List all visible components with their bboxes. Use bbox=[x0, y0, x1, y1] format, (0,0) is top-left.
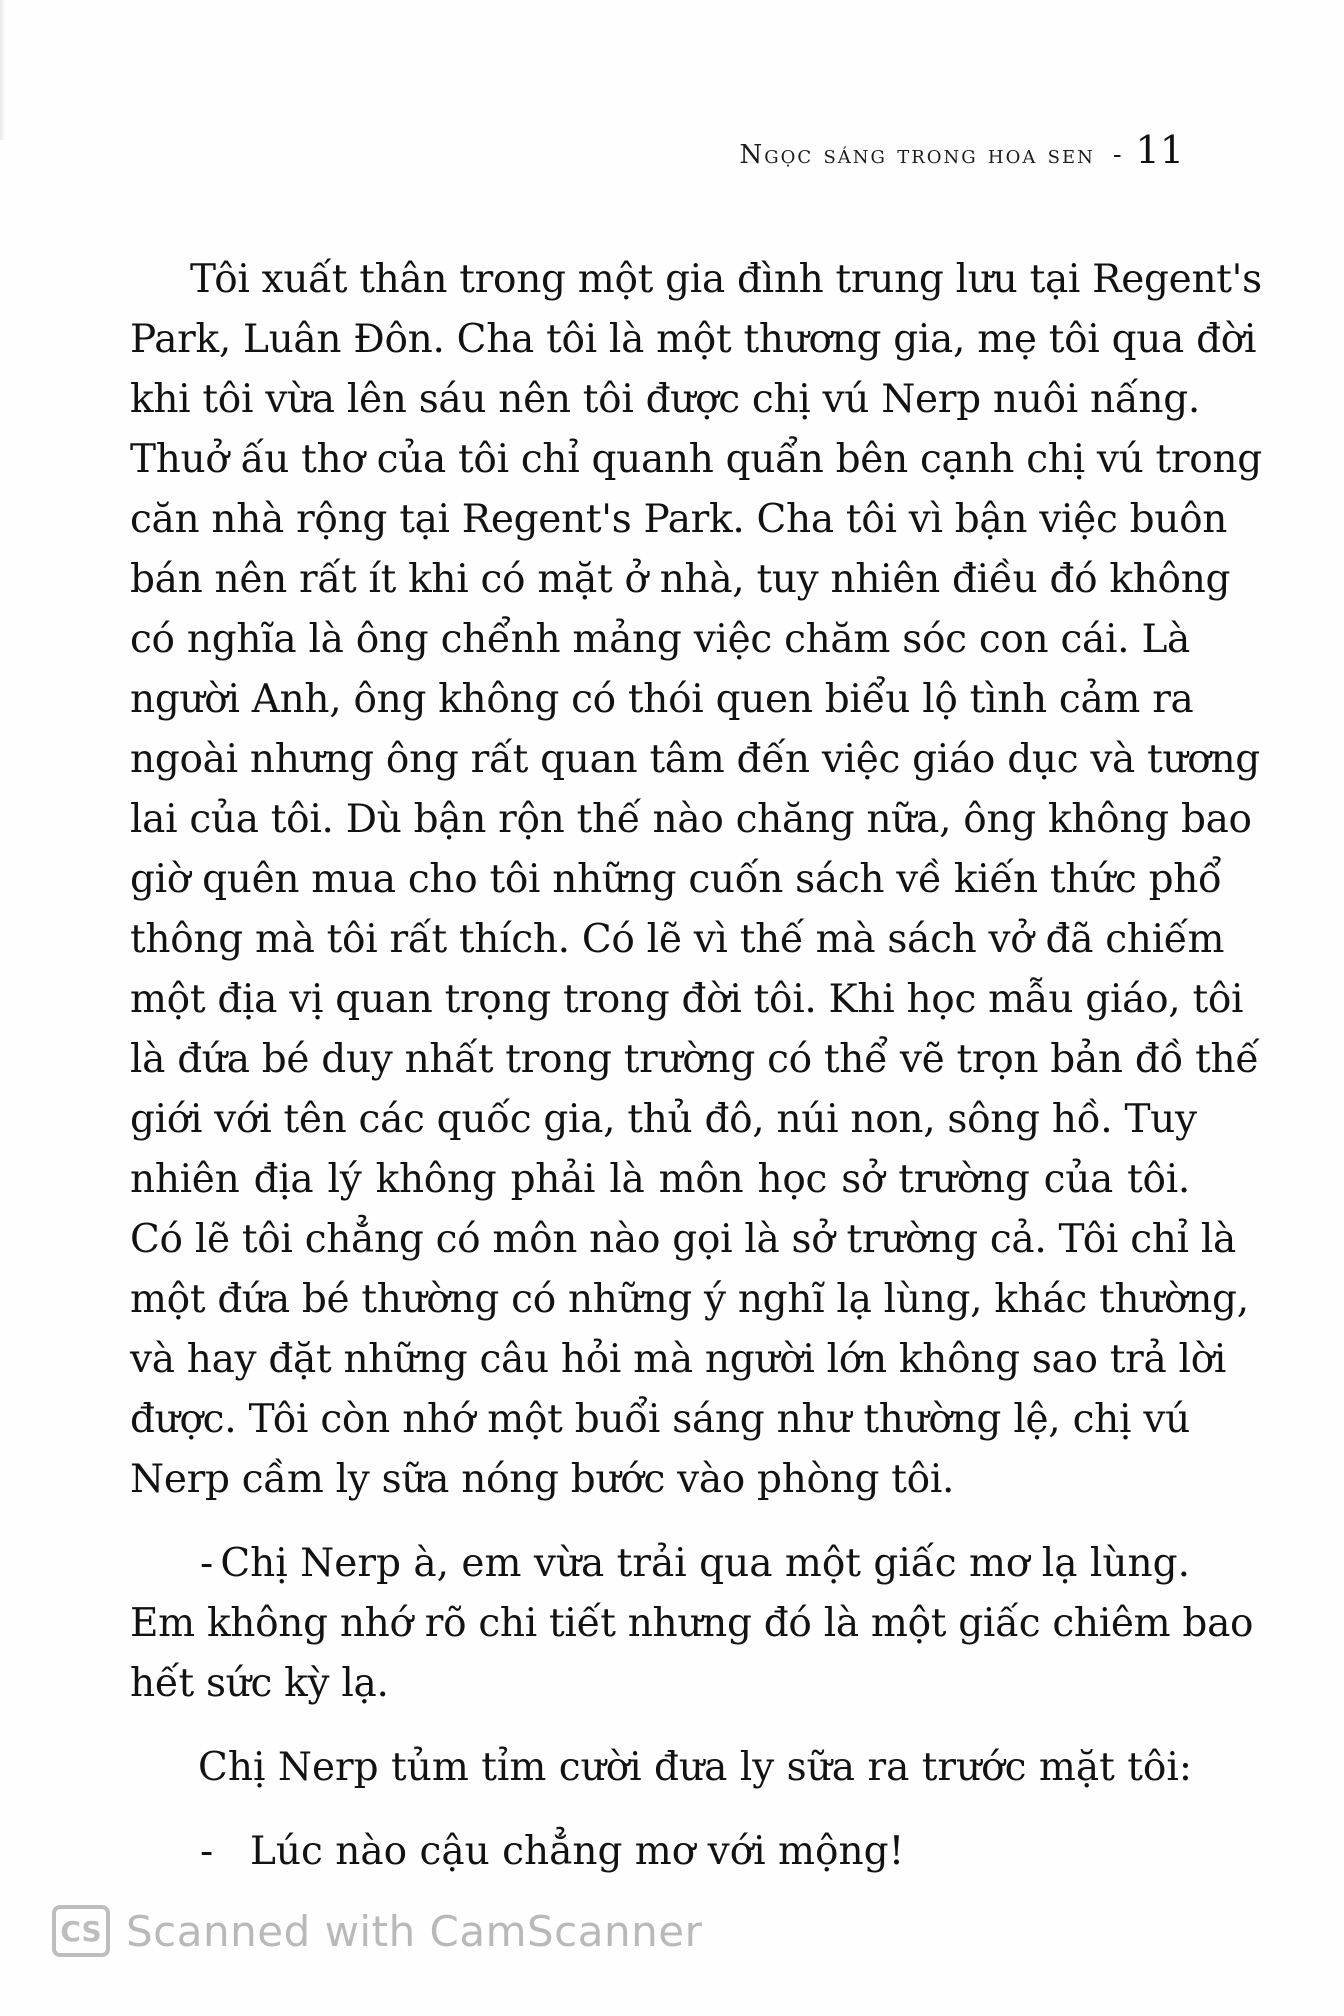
text-line: bán nên rất ít khi có mặt ở nhà, tuy nhiên điều đó không bbox=[130, 557, 1231, 602]
text-line: một địa vị quan trọng trong đời tôi. Khi học mẫu giáo, tôi bbox=[130, 977, 1244, 1022]
text-line: căn nhà rộng tại Regent's Park. Cha tôi vì bận việc buôn bbox=[130, 497, 1228, 542]
text-line: người Anh, ông không có thói quen biểu lộ tình cảm ra bbox=[130, 677, 1194, 722]
text-line: khi tôi vừa lên sáu nên tôi được chị vú Nerp nuôi nấng. bbox=[130, 377, 1200, 422]
text-line: Thuở ấu thơ của tôi chỉ quanh quẩn bên cạnh chị vú trong bbox=[130, 437, 1262, 482]
paragraph-1 bbox=[130, 250, 1262, 1510]
text-line: một đứa bé thường có những ý nghĩ lạ lùng, khác thường, bbox=[130, 1277, 1249, 1322]
dialogue-text: Lúc nào cậu chẳng mơ với mộng! bbox=[250, 1829, 905, 1874]
narration-line: Chị Nerp tủm tỉm cười đưa ly sữa ra trước mặt tôi: bbox=[198, 1745, 1192, 1790]
text-line: hết sức kỳ lạ. bbox=[130, 1661, 389, 1706]
text-line: thông mà tôi rất thích. Có lẽ vì thế mà sách vở đã chiếm bbox=[130, 917, 1225, 962]
page-number: 11 bbox=[1135, 128, 1184, 172]
text-line: được. Tôi còn nhớ một buổi sáng như thường lệ, chị vú bbox=[130, 1397, 1190, 1442]
text-line: ngoài nhưng ông rất quan tâm đến việc giáo dục và tương bbox=[130, 737, 1260, 782]
running-head bbox=[740, 128, 1184, 172]
watermark-text: Scanned with CamScanner bbox=[126, 1906, 703, 1956]
dialogue-dash: - bbox=[200, 1541, 214, 1586]
text-line: Nerp cầm ly sữa nóng bước vào phòng tôi. bbox=[130, 1457, 955, 1502]
text-line: nhiên địa lý không phải là môn học sở trường của tôi. bbox=[130, 1157, 1190, 1202]
page-edge-shadow bbox=[0, 0, 6, 140]
paragraph-gap bbox=[130, 1798, 1190, 1822]
text-line: Park, Luân Đôn. Cha tôi là một thương gia, mẹ tôi qua đời bbox=[130, 317, 1257, 362]
paragraph-gap bbox=[130, 1714, 1190, 1738]
text-line: là đứa bé duy nhất trong trường có thể vẽ trọn bản đồ thế bbox=[130, 1037, 1260, 1082]
camscanner-watermark bbox=[52, 1905, 702, 1957]
running-head-separator: - bbox=[1112, 140, 1122, 170]
text-line: Tôi xuất thân trong một gia đình trung lưu tại Regent's bbox=[190, 257, 1262, 302]
dialogue-1 bbox=[130, 1534, 1254, 1714]
text-line: Có lẽ tôi chẳng có môn nào gọi là sở trường cả. Tôi chỉ là bbox=[130, 1217, 1236, 1262]
dialogue-text: Chị Nerp à, em vừa trải qua một giấc mơ lạ lùng. bbox=[220, 1541, 1190, 1586]
camscanner-logo-icon: CS bbox=[52, 1905, 110, 1957]
text-line: Em không nhớ rõ chi tiết nhưng đó là một giấc chiêm bao bbox=[130, 1601, 1254, 1646]
text-line: và hay đặt những câu hỏi mà người lớn không sao trả lời bbox=[130, 1337, 1227, 1382]
paragraph-gap bbox=[130, 1510, 1190, 1534]
dialogue-dash: - bbox=[200, 1829, 214, 1874]
text-line: có nghĩa là ông chểnh mảng việc chăm sóc con cái. Là bbox=[130, 617, 1190, 662]
body-text bbox=[130, 250, 1262, 1882]
text-line: giờ quên mua cho tôi những cuốn sách về kiến thức phổ bbox=[130, 857, 1222, 902]
dialogue-first-line bbox=[130, 1534, 1190, 1594]
text-line: lai của tôi. Dù bận rộn thế nào chăng nữa, ông không bao bbox=[130, 797, 1252, 842]
text-line: giới với tên các quốc gia, thủ đô, núi non, sông hồ. Tuy bbox=[130, 1097, 1197, 1142]
dialogue-2 bbox=[130, 1822, 1190, 1882]
running-head-title: Ngọc sáng trong hoa sen bbox=[739, 140, 1095, 170]
